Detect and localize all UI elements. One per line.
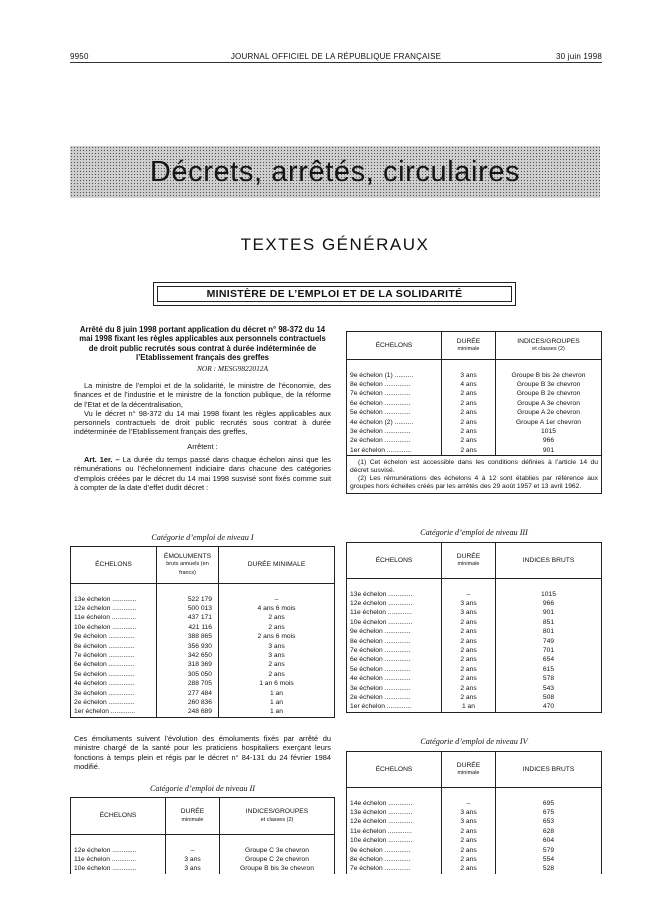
table-spacer-row xyxy=(347,360,602,371)
echelon-cell: 4e échelon (2) .......... xyxy=(347,418,442,427)
echelon-cell: 4e échelon .............. xyxy=(71,679,157,688)
echelon-cell: 8e échelon .............. xyxy=(347,380,442,389)
emolument-cell: 277 484 xyxy=(157,689,219,698)
indice-cell: 579 xyxy=(496,846,602,855)
indice-cell: Groupe A 3e chevron xyxy=(496,399,602,408)
table-row xyxy=(71,651,335,660)
duree-cell: 2 ans xyxy=(442,627,496,636)
indice-cell: 966 xyxy=(496,599,602,608)
echelon-cell: 8e échelon .............. xyxy=(347,637,442,646)
table1-header-echelons: ÉCHELONS xyxy=(71,547,157,584)
echelon-cell: 10e échelon ............. xyxy=(347,618,442,627)
table-row xyxy=(71,660,335,669)
indice-cell: Groupe B bis 3e chevron xyxy=(220,864,335,873)
footnote-1: (1) Cet échelon est accessible dans les conditions définies à l’article 14 du décret susvisé. xyxy=(350,459,598,475)
echelon-cell: 6e échelon .............. xyxy=(347,399,442,408)
duree-cell: 3 ans xyxy=(442,599,496,608)
section-title: TEXTES GÉNÉRAUX xyxy=(240,235,430,254)
table-row xyxy=(71,623,335,632)
echelon-cell: 12e échelon ............. xyxy=(71,846,166,855)
echelon-cell: 3e échelon .............. xyxy=(347,684,442,693)
banner-title: Décrets, arrêtés, circulaires xyxy=(149,156,521,188)
duree-cell: 3 ans xyxy=(442,608,496,617)
emolument-cell: 388 865 xyxy=(157,632,219,641)
table-row xyxy=(347,436,602,445)
page-number: 9950 xyxy=(70,52,89,61)
duree-cell: 2 ans xyxy=(442,674,496,683)
indice-cell: 1015 xyxy=(496,427,602,436)
duree-cell: 1 an 6 mois xyxy=(219,679,335,688)
echelon-cell: 6e échelon .............. xyxy=(71,660,157,669)
article-1 xyxy=(74,455,331,492)
issue-date: 30 juin 1998 xyxy=(556,52,602,61)
header-rule xyxy=(70,62,602,63)
table-row xyxy=(347,655,602,664)
duree-cell: 2 ans xyxy=(442,427,496,436)
table-row xyxy=(71,689,335,698)
duree-cell: 2 ans xyxy=(219,623,335,632)
table-row xyxy=(347,637,602,646)
echelon-cell: 7e échelon .............. xyxy=(71,651,157,660)
echelon-cell: 5e échelon .............. xyxy=(347,408,442,417)
table3-header-duree: DURÉE minimale xyxy=(442,543,496,579)
decree-para-ministers: La ministre de l’emploi et de la solidarité, le ministre de l’économie, des finances et de l’industrie et le ministre de la fonction publique, de la réforme de l’Etat et de la décentralisation, xyxy=(74,380,331,409)
table-row xyxy=(347,627,602,636)
table-row xyxy=(347,702,602,712)
echelon-cell: 12e échelon ............. xyxy=(71,604,157,613)
table-row xyxy=(71,846,335,855)
table-row xyxy=(347,693,602,702)
emolument-cell: 500 013 xyxy=(157,604,219,613)
echelon-cell: 2e échelon .............. xyxy=(71,698,157,707)
table1-header-duree: DURÉE MINIMALE xyxy=(219,547,335,584)
echelon-cell: 6e échelon .............. xyxy=(347,655,442,664)
table4-header-indices: INDICES BRUTS xyxy=(496,752,602,788)
echelon-cell: 1er échelon ............. xyxy=(347,702,442,712)
duree-cell: 1 an xyxy=(219,698,335,707)
table-row xyxy=(347,646,602,655)
emolument-cell: 318 369 xyxy=(157,660,219,669)
table-row xyxy=(347,408,602,417)
echelon-cell: 8e échelon .............. xyxy=(71,642,157,651)
echelon-cell: 3e échelon .............. xyxy=(347,427,442,436)
echelon-cell: 5e échelon .............. xyxy=(347,665,442,674)
echelon-cell: 7e échelon .............. xyxy=(347,646,442,655)
duree-cell: 3 ans xyxy=(166,855,220,864)
table-row xyxy=(347,618,602,627)
echelon-cell: 12e échelon ............. xyxy=(347,599,442,608)
table-row xyxy=(347,827,602,836)
echelon-cell: 10e échelon ............. xyxy=(347,836,442,845)
table4-header-duree: DURÉE minimale xyxy=(442,752,496,788)
duree-cell: 3 ans xyxy=(219,642,335,651)
duree-cell: 2 ans xyxy=(219,613,335,622)
echelon-cell: 10e échelon ............. xyxy=(71,864,166,873)
echelon-cell: 11e échelon ............. xyxy=(347,608,442,617)
duree-cell: 2 ans xyxy=(442,836,496,845)
echelon-cell: 10e échelon ............. xyxy=(71,623,157,632)
table-row xyxy=(71,604,335,613)
indice-cell: Groupe B 3e chevron xyxy=(496,380,602,389)
table-spacer-row xyxy=(347,579,602,590)
indice-cell: 654 xyxy=(496,655,602,664)
emolument-cell: 437 171 xyxy=(157,613,219,622)
echelon-cell: 11e échelon ............. xyxy=(347,827,442,836)
table2-continued xyxy=(346,331,602,494)
echelon-cell: 11e échelon ............. xyxy=(71,613,157,622)
duree-cell: 2 ans xyxy=(219,670,335,679)
indice-cell: 543 xyxy=(496,684,602,693)
echelon-cell: 14e échelon ............. xyxy=(347,799,442,808)
nor-reference: NOR : MESG9822012A xyxy=(196,363,269,373)
table-row xyxy=(71,679,335,688)
indice-cell: 653 xyxy=(496,817,602,826)
emolument-cell: 260 836 xyxy=(157,698,219,707)
indice-cell: 749 xyxy=(496,637,602,646)
table2-notes xyxy=(347,456,602,494)
echelon-cell: 1er échelon ............. xyxy=(347,446,442,456)
table-row xyxy=(347,817,602,826)
table2-header-echelons: ÉCHELONS xyxy=(71,798,166,835)
echelon-cell: 9e échelon .............. xyxy=(347,846,442,855)
indice-cell: Groupe A 1er chevron xyxy=(496,418,602,427)
decree-body xyxy=(74,325,331,492)
indice-cell: 508 xyxy=(496,693,602,702)
decree-title: Arrêté du 8 juin 1998 portant application du décret n° 98-372 du 14 mai 1998 fixant les règles applicables aux personnels contractuels de droit public recrutés sous contrat à durée indéterminée de l’Etablissement français des greffes xyxy=(79,325,326,363)
decree-para-vu: Vu le décret n° 98-372 du 14 mai 1998 fixant les règles applicables aux personnels contractuels de droit public recrutés sous contrat à durée indéterminée de l’Etablissement français des greffes, xyxy=(74,408,331,437)
table4-caption: Catégorie d’emploi de niveau IV xyxy=(420,737,528,746)
table-row xyxy=(71,855,335,864)
echelon-cell: 8e échelon .............. xyxy=(347,855,442,864)
echelon-cell: 1er échelon ............. xyxy=(71,707,157,717)
table2-caption: Catégorie d’emploi de niveau II xyxy=(149,784,256,793)
table-row xyxy=(347,864,602,873)
echelon-cell: 9e échelon (1) .......... xyxy=(347,371,442,380)
table-row xyxy=(71,595,335,604)
table-spacer-row xyxy=(347,788,602,799)
table-row xyxy=(347,855,602,864)
duree-cell: 3 ans xyxy=(442,808,496,817)
echelon-cell: 2e échelon .............. xyxy=(347,436,442,445)
duree-cell: 4 ans xyxy=(442,380,496,389)
table-row xyxy=(347,389,602,398)
echelon-cell: 7e échelon .............. xyxy=(347,864,442,873)
table3-caption: Catégorie d’emploi de niveau III xyxy=(420,528,528,537)
indice-cell: 528 xyxy=(496,864,602,873)
emolument-cell: 356 930 xyxy=(157,642,219,651)
duree-cell: 2 ans xyxy=(442,436,496,445)
table-row xyxy=(71,642,335,651)
indice-cell: 604 xyxy=(496,836,602,845)
emolument-cell: 522 179 xyxy=(157,595,219,604)
table-row xyxy=(347,599,602,608)
table-row xyxy=(347,684,602,693)
table2-header-duree: DURÉE minimale xyxy=(166,798,220,835)
duree-cell: 2 ans xyxy=(442,646,496,655)
table2c-header-indices: INDICES/GROUPES et classes (2) xyxy=(496,332,602,360)
duree-cell: – xyxy=(166,846,220,855)
indice-cell: 801 xyxy=(496,627,602,636)
table-row xyxy=(347,371,602,380)
table-row xyxy=(347,808,602,817)
duree-cell: 2 ans xyxy=(442,408,496,417)
emolument-cell: 248 689 xyxy=(157,707,219,717)
duree-cell: – xyxy=(442,590,496,599)
duree-cell: 2 ans xyxy=(442,637,496,646)
indice-cell: 1015 xyxy=(496,590,602,599)
table-row xyxy=(71,707,335,717)
table1-header-emoluments: ÉMOLUMENTS bruts annuels (en francs) xyxy=(157,547,219,584)
ministry-name: MINISTÈRE DE L’EMPLOI ET DE LA SOLIDARITÉ xyxy=(157,286,512,302)
echelon-cell: 2e échelon .............. xyxy=(347,693,442,702)
emolument-cell: 305 050 xyxy=(157,670,219,679)
table4 xyxy=(346,751,602,874)
echelon-cell: 12e échelon ............. xyxy=(347,817,442,826)
duree-cell: 3 ans xyxy=(442,371,496,380)
indice-cell: 851 xyxy=(496,618,602,627)
echelon-cell: 11e échelon ............. xyxy=(71,855,166,864)
table-row xyxy=(71,864,335,873)
emolument-cell: 342 650 xyxy=(157,651,219,660)
table-row xyxy=(347,446,602,456)
indice-cell: 554 xyxy=(496,855,602,864)
duree-cell: 2 ans xyxy=(442,389,496,398)
emolument-cell: 288 705 xyxy=(157,679,219,688)
duree-cell: 4 ans 6 mois xyxy=(219,604,335,613)
echelon-cell: 7e échelon .............. xyxy=(347,389,442,398)
decree-arretent: Arrêtent : xyxy=(187,441,218,451)
table-row xyxy=(347,380,602,389)
table2-notes-row xyxy=(347,456,602,494)
table-row xyxy=(347,427,602,436)
table-row xyxy=(347,846,602,855)
duree-cell: – xyxy=(442,799,496,808)
duree-cell: 2 ans xyxy=(442,618,496,627)
journal-title: JOURNAL OFFICIEL DE LA RÉPUBLIQUE FRANÇAISE xyxy=(230,52,442,61)
indice-cell: Groupe B 2e chevron xyxy=(496,389,602,398)
echelon-cell: 3e échelon .............. xyxy=(71,689,157,698)
table-row xyxy=(347,608,602,617)
duree-cell: 2 ans xyxy=(442,827,496,836)
indice-cell: 675 xyxy=(496,808,602,817)
duree-cell: 2 ans xyxy=(442,864,496,873)
table3 xyxy=(346,542,602,713)
table-row xyxy=(347,674,602,683)
duree-cell: 2 ans xyxy=(442,665,496,674)
table3-header-echelons: ÉCHELONS xyxy=(347,543,442,579)
table1-caption: Catégorie d’emploi de niveau I xyxy=(151,533,254,542)
indice-cell: 901 xyxy=(496,446,602,456)
table2 xyxy=(70,797,335,874)
table-row xyxy=(71,698,335,707)
table-row xyxy=(71,613,335,622)
table-spacer-row xyxy=(71,584,335,595)
table-spacer-row xyxy=(71,835,335,846)
table-row xyxy=(347,590,602,599)
indice-cell: 901 xyxy=(496,608,602,617)
table-row xyxy=(347,418,602,427)
duree-cell: 3 ans xyxy=(442,817,496,826)
echelon-cell: 9e échelon .............. xyxy=(347,627,442,636)
table2-header-indices: INDICES/GROUPES et classes (2) xyxy=(220,798,335,835)
article-1-label: Art. 1er. – xyxy=(84,455,120,464)
table-row xyxy=(347,399,602,408)
echelon-cell: 5e échelon .............. xyxy=(71,670,157,679)
duree-cell: 2 ans xyxy=(442,655,496,664)
table2c-header-duree: DURÉE minimale xyxy=(442,332,496,360)
indice-cell: Groupe A 2e chevron xyxy=(496,408,602,417)
table4-header-echelons: ÉCHELONS xyxy=(347,752,442,788)
indice-cell: 578 xyxy=(496,674,602,683)
table3-header-indices: INDICES BRUTS xyxy=(496,543,602,579)
indice-cell: 615 xyxy=(496,665,602,674)
article-1-text: La durée du temps passé dans chaque échelon ainsi que les rémunérations ou l’échelonnement indiciaire dans chacune des catégories d’emplois créées par le décret du 14 mai 1998 susvisé sont fixés comme suit à compter de la date d’effet dudit décret : xyxy=(74,455,331,492)
duree-cell: 2 ans xyxy=(442,846,496,855)
table2c-header-echelons: ÉCHELONS xyxy=(347,332,442,360)
table-row xyxy=(347,665,602,674)
indice-cell: 628 xyxy=(496,827,602,836)
duree-cell: 2 ans xyxy=(442,418,496,427)
duree-cell: 2 ans xyxy=(442,693,496,702)
duree-cell: 2 ans xyxy=(442,684,496,693)
table-row xyxy=(71,632,335,641)
echelon-cell: 13e échelon ............. xyxy=(71,595,157,604)
duree-cell: 1 an xyxy=(219,707,335,717)
table-row xyxy=(71,670,335,679)
indice-cell: 966 xyxy=(496,436,602,445)
indice-cell: Groupe C 3e chevron xyxy=(220,846,335,855)
indice-cell: Groupe C 2e chevron xyxy=(220,855,335,864)
emoluments-note: Ces émoluments suivent l’évolution des émoluments fixés par arrêté du ministre chargé de la santé pour les praticiens hospitaliers exerçant leurs fonctions à temps plein et régis par le décret n° 84-131 du 24 février 1984 modifié. xyxy=(74,734,331,771)
indice-cell: Groupe B bis 2e chevron xyxy=(496,371,602,380)
duree-cell: 3 ans xyxy=(166,864,220,873)
echelon-cell: 4e échelon .............. xyxy=(347,674,442,683)
indice-cell: 695 xyxy=(496,799,602,808)
table-row xyxy=(347,836,602,845)
duree-cell: 3 ans xyxy=(219,651,335,660)
echelon-cell: 13e échelon ............. xyxy=(347,808,442,817)
echelon-cell: 13e échelon ............. xyxy=(347,590,442,599)
footnote-2: (2) Les rémunérations des échelons 4 à 12 sont établies par référence aux groupes hors échelles créés par les arrêtés des 29 août 1957 et 13 avril 1962. xyxy=(350,475,598,491)
duree-cell: 1 an xyxy=(442,702,496,712)
emolument-cell: 421 116 xyxy=(157,623,219,632)
indice-cell: 470 xyxy=(496,702,602,712)
indice-cell: 701 xyxy=(496,646,602,655)
table1 xyxy=(70,546,335,718)
duree-cell: 2 ans xyxy=(219,660,335,669)
duree-cell: 2 ans xyxy=(442,399,496,408)
duree-cell: 2 ans 6 mois xyxy=(219,632,335,641)
duree-cell: 2 ans xyxy=(442,446,496,456)
echelon-cell: 9e échelon .............. xyxy=(71,632,157,641)
duree-cell: – xyxy=(219,595,335,604)
duree-cell: 1 an xyxy=(219,689,335,698)
table-row xyxy=(347,799,602,808)
duree-cell: 2 ans xyxy=(442,855,496,864)
